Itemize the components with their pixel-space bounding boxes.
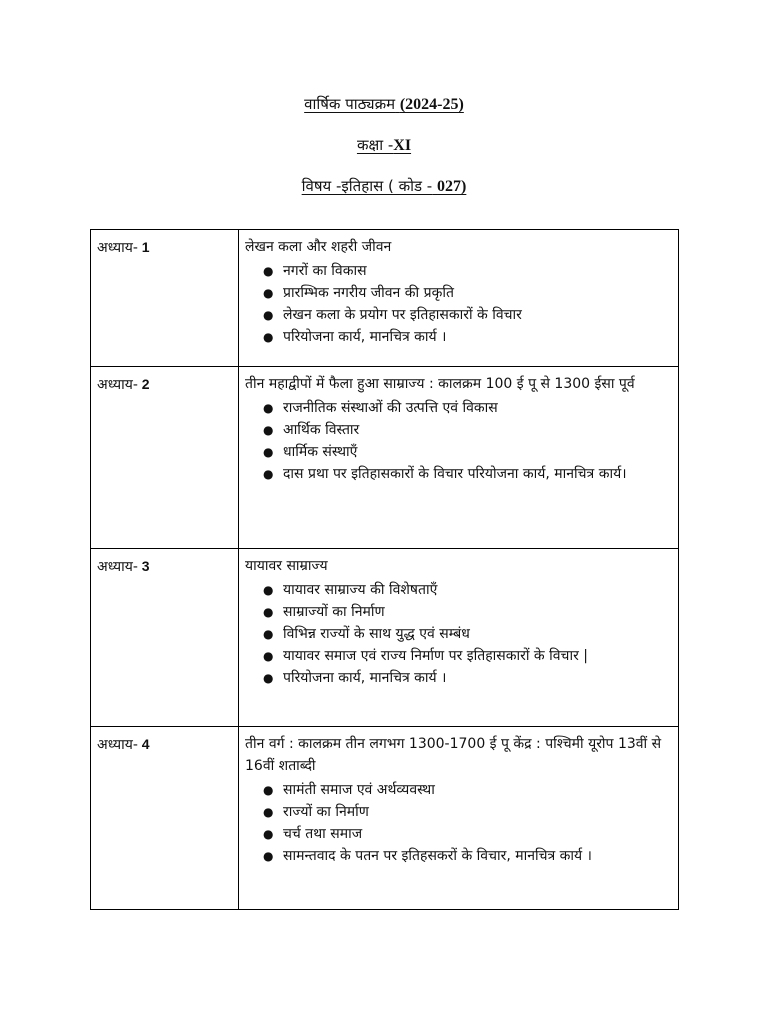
table-row <box>91 230 679 367</box>
syllabus-table <box>90 229 679 910</box>
chapter-label: अध्याय- <box>97 559 138 575</box>
bullet-icon: ● <box>263 671 274 685</box>
chapter-title: यायावर साम्राज्य <box>245 558 328 574</box>
chapter-cell <box>91 549 239 727</box>
bullet-icon: ● <box>263 805 274 819</box>
list-item <box>263 601 672 623</box>
chapter-label: अध्याय- <box>97 377 138 393</box>
chapter-number: 3 <box>137 558 150 574</box>
list-item-text: सामंती समाज एवं अर्थव्यवस्था <box>283 782 435 798</box>
bullet-icon: ● <box>263 583 274 597</box>
list-item <box>263 845 672 867</box>
topic-list <box>245 260 672 348</box>
topic-list <box>245 579 672 689</box>
chapter-label: अध्याय- <box>97 737 138 753</box>
topic-list <box>245 779 672 867</box>
list-item <box>263 779 672 801</box>
list-item-text: धार्मिक संस्थाएँ <box>283 444 358 460</box>
list-item-text: नगरों का विकास <box>283 263 367 279</box>
bullet-icon: ● <box>263 467 274 481</box>
table-row <box>91 367 679 549</box>
chapter-title: लेखन कला और शहरी जीवन <box>245 239 392 255</box>
table-row <box>91 727 679 910</box>
chapter-title: तीन महाद्वीपों में फैला हुआ साम्राज्य : कालक्रम 100 ई पू से 1300 ईसा पूर्व <box>245 376 635 392</box>
title-year: (2024-25) <box>399 96 464 113</box>
bullet-icon: ● <box>263 783 274 797</box>
list-item-text: चर्च तथा समाज <box>283 826 363 842</box>
list-item-text: प्रारम्भिक नगरीय जीवन की प्रकृति <box>283 285 454 301</box>
list-item-text: यायावर साम्राज्य की विशेषताएँ <box>283 582 438 598</box>
list-item <box>263 419 672 441</box>
bullet-icon: ● <box>263 627 274 641</box>
document-title <box>0 94 768 115</box>
subject-code: 027) <box>437 178 467 195</box>
list-item-text: परियोजना कार्य, मानचित्र कार्य । <box>283 329 447 345</box>
bullet-icon: ● <box>263 401 274 415</box>
class-heading <box>0 135 768 156</box>
bullet-icon: ● <box>263 330 274 344</box>
subject-heading <box>0 176 768 197</box>
chapter-cell <box>91 367 239 549</box>
bullet-icon: ● <box>263 445 274 459</box>
chapter-content-cell <box>239 727 679 910</box>
chapter-content-cell <box>239 230 679 367</box>
topic-list <box>245 397 672 485</box>
chapter-number: 2 <box>137 376 150 392</box>
list-item <box>263 801 672 823</box>
title-text: वार्षिक पाठ्यक्रम <box>304 95 396 113</box>
chapter-cell <box>91 727 239 910</box>
list-item <box>263 579 672 601</box>
class-label: कक्षा - <box>356 136 394 154</box>
list-item <box>263 823 672 845</box>
list-item-text: राज्यों का निर्माण <box>283 804 369 820</box>
list-item-text: यायावर समाज एवं राज्य निर्माण पर इतिहासकारों के विचार | <box>283 648 588 664</box>
list-item <box>263 667 672 689</box>
chapter-content-cell <box>239 549 679 727</box>
bullet-icon: ● <box>263 423 274 437</box>
bullet-icon: ● <box>263 849 274 863</box>
chapter-label: अध्याय- <box>97 240 138 256</box>
chapter-title: तीन वर्ग : कालक्रम तीन लगभग 1300-1700 ई पू केंद्र : पश्चिमी यूरोप 13वीं से 16वीं शताब्दी <box>245 736 662 774</box>
bullet-icon: ● <box>263 649 274 663</box>
bullet-icon: ● <box>263 605 274 619</box>
subject-label: विषय -इतिहास ( कोड - <box>301 177 433 195</box>
chapter-number: 4 <box>137 736 150 752</box>
list-item-text: राजनीतिक संस्थाओं की उत्पत्ति एवं विकास <box>283 400 498 416</box>
list-item <box>263 326 672 348</box>
list-item <box>263 463 672 485</box>
bullet-icon: ● <box>263 827 274 841</box>
list-item <box>263 441 672 463</box>
chapter-content-cell <box>239 367 679 549</box>
table-row <box>91 549 679 727</box>
list-item-text: दास प्रथा पर इतिहासकारों के विचार परियोजना कार्य, मानचित्र कार्य। <box>283 466 627 482</box>
list-item <box>263 645 672 667</box>
list-item <box>263 623 672 645</box>
list-item <box>263 397 672 419</box>
list-item <box>263 304 672 326</box>
list-item-text: लेखन कला के प्रयोग पर इतिहासकारों के विचार <box>283 307 522 323</box>
bullet-icon: ● <box>263 264 274 278</box>
list-item-text: विभिन्न राज्यों के साथ युद्ध एवं सम्बंध <box>283 626 470 642</box>
class-value: XI <box>393 137 412 154</box>
list-item-text: साम्राज्यों का निर्माण <box>283 604 385 620</box>
list-item <box>263 260 672 282</box>
chapter-number: 1 <box>137 239 150 255</box>
bullet-icon: ● <box>263 286 274 300</box>
list-item-text: सामन्तवाद के पतन पर इतिहसकरों के विचार, मानचित्र कार्य । <box>283 848 592 864</box>
bullet-icon: ● <box>263 308 274 322</box>
list-item-text: परियोजना कार्य, मानचित्र कार्य । <box>283 670 447 686</box>
chapter-cell <box>91 230 239 367</box>
list-item <box>263 282 672 304</box>
list-item-text: आर्थिक विस्तार <box>283 422 360 438</box>
